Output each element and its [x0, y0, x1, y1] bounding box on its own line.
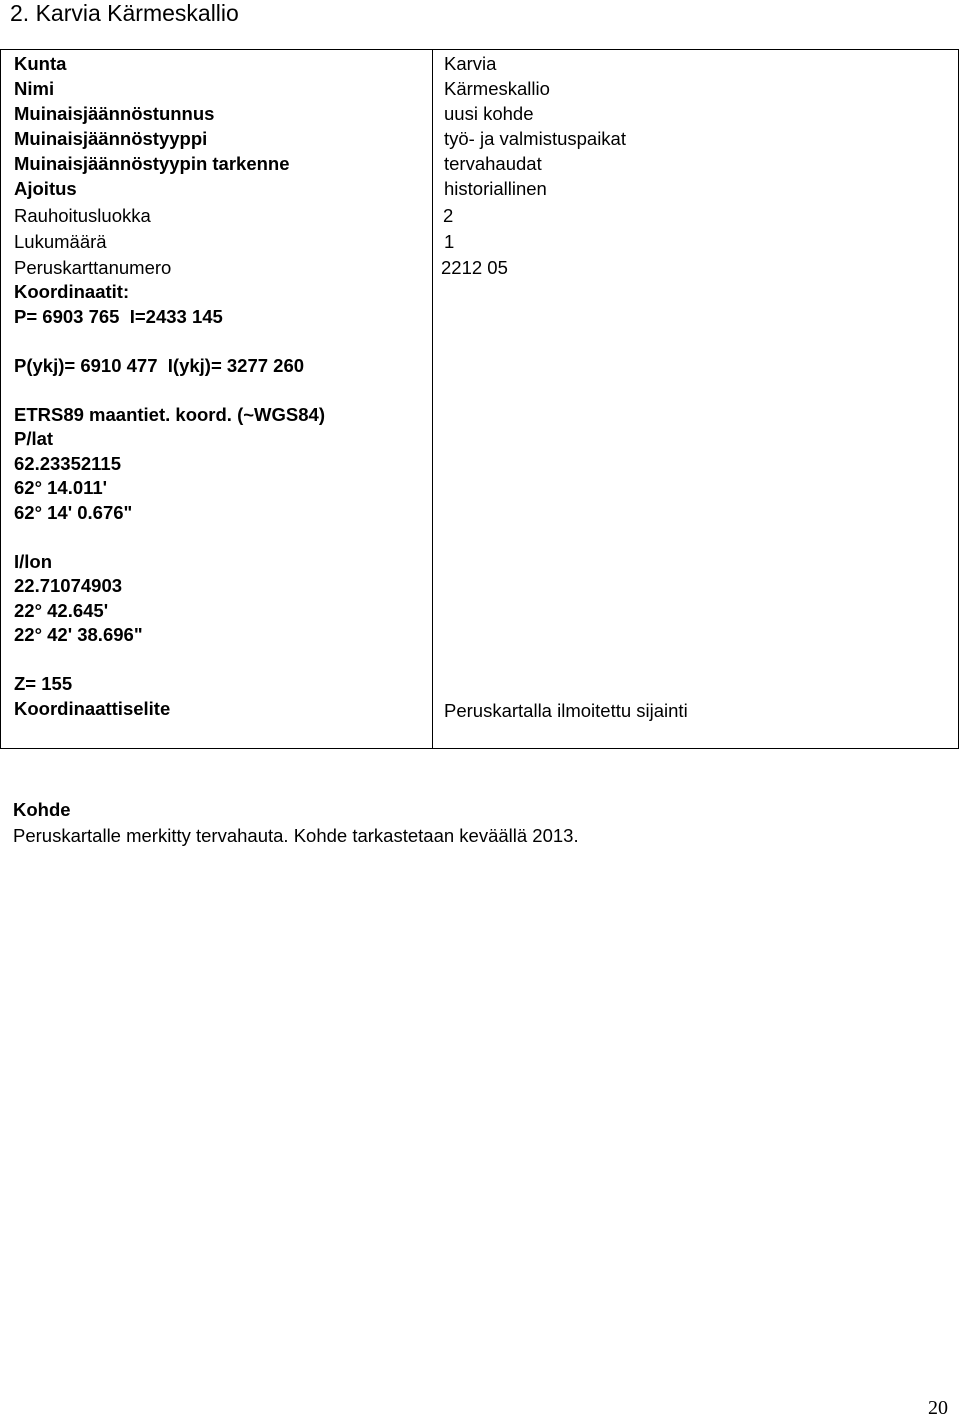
coordinates-lat-dms: 62° 14' 0.676" — [14, 501, 133, 523]
value-tyypin-tarkenne: tervahaudat — [444, 153, 542, 174]
coordinates-lon-label: I/lon — [14, 550, 53, 572]
column-divider — [432, 50, 433, 748]
value-peruskarttanumero: 2212 05 — [441, 257, 508, 278]
coordinates-block — [14, 280, 325, 721]
kohde-heading: Kohde — [13, 799, 71, 820]
value-lukumaara: 1 — [444, 231, 455, 252]
label-nimi: Nimi — [14, 78, 55, 99]
label-lukumaara: Lukumäärä — [14, 231, 107, 252]
coordinate-note-value: Peruskartalla ilmoitettu sijainti — [444, 700, 688, 721]
label-muinaisjaannostunnus: Muinaisjäännöstunnus — [14, 103, 215, 124]
coordinates-lat-decimal: 62.23352115 — [14, 452, 122, 474]
info-table — [0, 49, 959, 749]
label-kunta: Kunta — [14, 53, 67, 74]
label-ajoitus: Ajoitus — [14, 178, 77, 199]
kohde-section — [13, 797, 579, 849]
value-kunta: Karvia — [444, 53, 497, 74]
label-peruskarttanumero: Peruskarttanumero — [14, 257, 172, 278]
coordinates-label: Koordinaatit: — [14, 281, 130, 302]
kohde-text: Peruskartalle merkitty tervahauta. Kohde tarkastetaan keväällä 2013. — [13, 825, 579, 846]
coordinates-lat-dm: 62° 14.011' — [14, 477, 108, 498]
page-number: 20 — [928, 1397, 948, 1419]
label-rauhoitusluokka: Rauhoitusluokka — [14, 205, 151, 226]
coordinates-lon-dms: 22° 42' 38.696" — [14, 624, 143, 645]
coordinates-p-i: P= 6903 765 I=2433 145 — [14, 305, 223, 327]
coordinates-lon-dm: 22° 42.645' — [14, 599, 109, 621]
coordinates-lat-label: P/lat — [14, 428, 54, 449]
coordinates-lon-decimal: 22.71074903 — [14, 575, 123, 596]
coordinate-note-label: Koordinaattiselite — [14, 697, 171, 719]
label-tyypin-tarkenne: Muinaisjäännöstyypin tarkenne — [14, 153, 290, 174]
coordinates-etrs-label: ETRS89 maantiet. koord. (~WGS84) — [14, 403, 325, 425]
coordinates-ykj: P(ykj)= 6910 477 I(ykj)= 3277 260 — [14, 354, 305, 376]
coordinates-z: Z= 155 — [14, 673, 73, 694]
label-muinaisjaannostyyppi: Muinaisjäännöstyyppi — [14, 128, 208, 149]
value-nimi: Kärmeskallio — [444, 78, 550, 99]
page-title: 2. Karvia Kärmeskallio — [10, 0, 239, 26]
value-rauhoitusluokka: 2 — [443, 205, 454, 226]
value-muinaisjaannostyyppi: työ- ja valmistuspaikat — [444, 128, 626, 149]
value-muinaisjaannostunnus: uusi kohde — [444, 103, 534, 124]
value-ajoitus: historiallinen — [444, 178, 547, 199]
